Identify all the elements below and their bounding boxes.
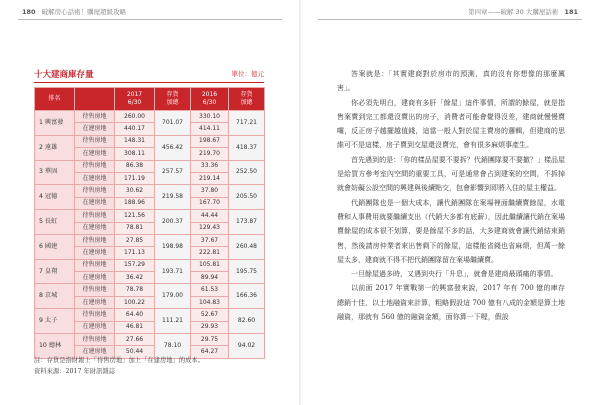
value-2016-cell: 167.70 bbox=[191, 197, 229, 209]
sum-2017-cell: 179.00 bbox=[155, 284, 191, 309]
body-paragraph: 你必須先明白，建商有多肝「餘屋」這件事情，所謂的餘屋，就是指售案賣到完工都還沒賣出的房子，消費者可能會覺得沒差，建商就慢慢賣囉，反正房子越擺越值錢，這當一般人對於屋主賣房的邏輯，但建商的思維可不是這樣，房子賣到交屋還沒賣完，會有很多麻煩事產生。 bbox=[337, 98, 565, 150]
value-2017-cell: 260.00 bbox=[115, 111, 155, 123]
value-2016-cell: 219.70 bbox=[191, 148, 229, 160]
left-page-number: 180 bbox=[22, 8, 36, 16]
company-rank: 7 皇翔 bbox=[35, 259, 75, 284]
sum-2016-cell: 418.37 bbox=[229, 135, 265, 160]
kind-cell: 在建房地 bbox=[75, 148, 115, 160]
value-2016-cell: 64.27 bbox=[191, 346, 229, 358]
table-header-row bbox=[35, 88, 265, 111]
value-2017-cell: 50.44 bbox=[115, 346, 155, 358]
value-2017-cell: 171.19 bbox=[115, 172, 155, 184]
kind-cell: 在建房地 bbox=[75, 172, 115, 184]
kind-cell: 待售房地 bbox=[75, 284, 115, 296]
kind-cell: 在建房地 bbox=[75, 272, 115, 284]
table-row bbox=[35, 234, 265, 246]
sum-2016-cell: 717.21 bbox=[229, 111, 265, 136]
sum-2017-cell: 198.98 bbox=[155, 234, 191, 259]
header-sum-2016: 存貨 加總 bbox=[229, 88, 265, 111]
company-rank: 6 國建 bbox=[35, 234, 75, 259]
value-2017-cell: 64.40 bbox=[115, 309, 155, 321]
table-row bbox=[35, 185, 265, 197]
right-page-header bbox=[468, 7, 582, 16]
sum-2017-cell: 701.07 bbox=[155, 111, 191, 136]
kind-cell: 待售房地 bbox=[75, 135, 115, 147]
sum-2017-cell: 219.58 bbox=[155, 185, 191, 210]
right-page-number: 181 bbox=[564, 8, 578, 16]
table-row bbox=[35, 284, 265, 296]
table-unit: 單位：億元 bbox=[231, 70, 264, 78]
kind-cell: 在建房地 bbox=[75, 247, 115, 259]
table-title: 十大建商庫存量 bbox=[34, 70, 94, 80]
table-row bbox=[35, 210, 265, 222]
body-paragraph: 代銷團隊也是一個大成本，讓代銷團隊在案場裡面繼續賣餘屋，水電費和人事費用就要繼續支出（代銷大多都有底薪），因此繼續讓代銷在案場賣餘屋的成本很不划算，要是餘屋不多的話，大多建商就會讓代銷結束銷售，然後請房仲業者來出售剩下的餘屋，這樣能省錢也省麻煩，但萬一餘屋太多，建商就不得不把代銷團隊留在案場繼續賣。 bbox=[337, 198, 565, 264]
kind-cell: 待售房地 bbox=[75, 111, 115, 123]
value-2017-cell: 78.78 bbox=[115, 284, 155, 296]
table-title-rule bbox=[34, 82, 264, 83]
body-paragraph: 首先遇到的是：「你的樣品屋要不要拆？代銷團隊要不要撤？」樣品屋是給買方參考室內空間的重要工具，可是通常會占到建案的空間，不拆掉就會妨礙公設空間的興建與後續點交，包會影響到即將入住的屋主權益。 bbox=[337, 155, 565, 193]
value-2016-cell: 89.94 bbox=[191, 272, 229, 284]
sum-2017-cell: 78.10 bbox=[155, 334, 191, 359]
table-source: 資料來源：2017 年財訊雜誌 bbox=[34, 368, 115, 375]
kind-cell: 在建房地 bbox=[75, 296, 115, 308]
value-2016-cell: 37.80 bbox=[191, 185, 229, 197]
value-2017-cell: 188.96 bbox=[115, 197, 155, 209]
value-2016-cell: 104.83 bbox=[191, 296, 229, 308]
company-rank: 4 冠德 bbox=[35, 185, 75, 210]
sum-2017-cell: 200.37 bbox=[155, 210, 191, 235]
right-header-rule bbox=[318, 19, 582, 20]
value-2016-cell: 222.81 bbox=[191, 247, 229, 259]
left-header-rule bbox=[18, 19, 282, 20]
kind-cell: 在建房地 bbox=[75, 346, 115, 358]
table-row bbox=[35, 334, 265, 346]
kind-cell: 在建房地 bbox=[75, 321, 115, 333]
kind-cell: 在建房地 bbox=[75, 197, 115, 209]
left-header-text: 破解房心話術！購屋超級攻略 bbox=[41, 8, 127, 16]
value-2016-cell: 37.67 bbox=[191, 234, 229, 246]
table-row bbox=[35, 309, 265, 321]
value-2017-cell: 440.17 bbox=[115, 123, 155, 135]
value-2016-cell: 198.67 bbox=[191, 135, 229, 147]
page-gutter bbox=[299, 0, 301, 405]
right-page-body bbox=[337, 67, 565, 324]
sum-2016-cell: 94.02 bbox=[229, 334, 265, 359]
sum-2017-cell: 111.21 bbox=[155, 309, 191, 334]
value-2016-cell: 330.10 bbox=[191, 111, 229, 123]
company-rank: 5 長虹 bbox=[35, 210, 75, 235]
body-paragraph: 以前面 2017 年實戰第一的興富發來說，2017 年有 700 億的庫存總銷十佳，以土地融資來計算，粗略假設這 700 億有八成的金額是算土地融資，那就有 560 億的融資金額，面你算一下喔，假設 bbox=[337, 284, 565, 322]
value-2017-cell: 30.62 bbox=[115, 185, 155, 197]
value-2016-cell: 44.44 bbox=[191, 210, 229, 222]
value-2016-cell: 414.11 bbox=[191, 123, 229, 135]
company-rank: 3 華固 bbox=[35, 160, 75, 185]
value-2017-cell: 308.11 bbox=[115, 148, 155, 160]
value-2017-cell: 157.29 bbox=[115, 259, 155, 271]
sum-2016-cell: 205.50 bbox=[229, 185, 265, 210]
value-2017-cell: 46.81 bbox=[115, 321, 155, 333]
value-2016-cell: 52.67 bbox=[191, 309, 229, 321]
kind-cell: 待售房地 bbox=[75, 259, 115, 271]
sum-2017-cell: 257.57 bbox=[155, 160, 191, 185]
body-paragraph: 一旦餘屋過多時，又遇到央行「升息」，就會是建商最頭痛的事情。 bbox=[351, 270, 558, 279]
header-sum-2017: 存貨 加總 bbox=[155, 88, 191, 111]
value-2017-cell: 121.56 bbox=[115, 210, 155, 222]
sum-2016-cell: 166.36 bbox=[229, 284, 265, 309]
value-2016-cell: 219.14 bbox=[191, 172, 229, 184]
table-note: 註：存貨是指財報上「待售房地」加上「在建房地」的成本。 bbox=[34, 357, 205, 364]
kind-cell: 待售房地 bbox=[75, 309, 115, 321]
value-2016-cell: 29.93 bbox=[191, 321, 229, 333]
sum-2016-cell: 260.48 bbox=[229, 234, 265, 259]
value-2017-cell: 148.31 bbox=[115, 135, 155, 147]
sum-2017-cell: 456.42 bbox=[155, 135, 191, 160]
company-rank: 8 京城 bbox=[35, 284, 75, 309]
company-rank: 2 遠雄 bbox=[35, 135, 75, 160]
right-header-text: 第四章——破解 30 大購屋話術 bbox=[467, 8, 559, 16]
sum-2016-cell: 82.60 bbox=[229, 309, 265, 334]
value-2017-cell: 171.13 bbox=[115, 247, 155, 259]
header-2017: 2017 6/30 bbox=[115, 88, 155, 111]
inventory-table bbox=[34, 87, 265, 359]
header-rank: 排名 bbox=[35, 88, 75, 111]
table-row bbox=[35, 259, 265, 271]
value-2017-cell: 100.22 bbox=[115, 296, 155, 308]
company-rank: 9 太子 bbox=[35, 309, 75, 334]
sum-2016-cell: 173.87 bbox=[229, 210, 265, 235]
left-page-header bbox=[18, 7, 126, 16]
sum-2017-cell: 193.71 bbox=[155, 259, 191, 284]
value-2016-cell: 105.81 bbox=[191, 259, 229, 271]
kind-cell: 待售房地 bbox=[75, 234, 115, 246]
value-2017-cell: 78.81 bbox=[115, 222, 155, 234]
company-rank: 1 興富發 bbox=[35, 111, 75, 136]
value-2016-cell: 33.36 bbox=[191, 160, 229, 172]
header-kind bbox=[75, 88, 115, 111]
kind-cell: 待售房地 bbox=[75, 334, 115, 346]
sum-2016-cell: 195.75 bbox=[229, 259, 265, 284]
table-row bbox=[35, 135, 265, 147]
table-body bbox=[35, 111, 265, 359]
value-2017-cell: 36.42 bbox=[115, 272, 155, 284]
kind-cell: 在建房地 bbox=[75, 123, 115, 135]
kind-cell: 待售房地 bbox=[75, 160, 115, 172]
table-title-row bbox=[34, 68, 264, 80]
company-rank: 10 總林 bbox=[35, 334, 75, 359]
value-2016-cell: 61.53 bbox=[191, 284, 229, 296]
kind-cell: 在建房地 bbox=[75, 222, 115, 234]
sum-2016-cell: 252.50 bbox=[229, 160, 265, 185]
value-2017-cell: 27.85 bbox=[115, 234, 155, 246]
table-row bbox=[35, 160, 265, 172]
body-paragraph: 答案就是：「其實建商對於房市的預測，真的沒有你想像的那麼厲害」。 bbox=[337, 70, 565, 93]
kind-cell: 待售房地 bbox=[75, 210, 115, 222]
value-2017-cell: 86.38 bbox=[115, 160, 155, 172]
header-2016: 2016 6/30 bbox=[191, 88, 229, 111]
kind-cell: 待售房地 bbox=[75, 185, 115, 197]
value-2016-cell: 29.75 bbox=[191, 334, 229, 346]
value-2016-cell: 129.43 bbox=[191, 222, 229, 234]
value-2017-cell: 27.66 bbox=[115, 334, 155, 346]
table-row bbox=[35, 111, 265, 123]
